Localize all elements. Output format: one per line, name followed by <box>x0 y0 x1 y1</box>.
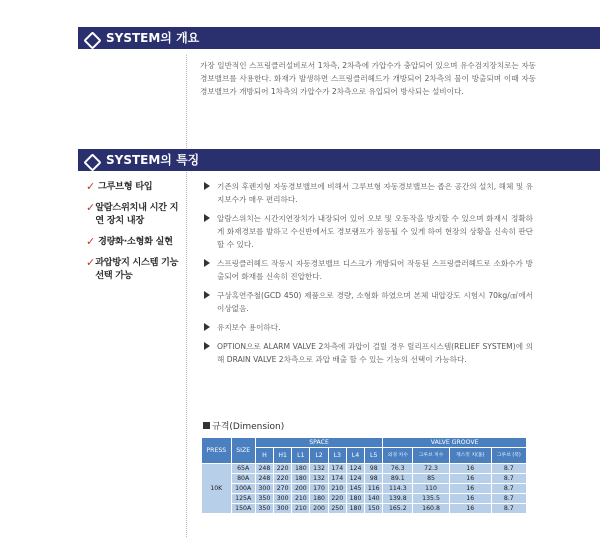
description-text: OPTION으로 ALARM VALVE 2차측에 과압이 걸릴 경우 릴리프시스템(RELIEF SYSTEM)에 의해 DRAIN VALVE 2차측으로 과압 배출 할 수 있는 기능의 선택이 가능하다. <box>217 342 533 364</box>
col-l3: L3 <box>328 448 346 464</box>
triangle-bullet-icon <box>204 323 210 331</box>
table-cell: 170 <box>310 484 328 494</box>
triangle-bullet-icon <box>204 214 210 222</box>
table-cell: 248 <box>255 464 273 474</box>
col-gasket: 게스킷 치(홈) <box>449 448 491 464</box>
square-bullet-icon <box>203 422 210 429</box>
dimension-table <box>201 437 527 514</box>
feature-item <box>86 201 184 227</box>
overview-title: SYSTEM의 개요 <box>106 31 200 45</box>
table-cell: 72.3 <box>413 464 450 474</box>
table-cell: 174 <box>328 464 346 474</box>
triangle-bullet-icon <box>204 259 210 267</box>
table-cell: 8.7 <box>491 484 526 494</box>
table-cell: 139.8 <box>383 494 413 504</box>
col-h: H <box>255 448 273 464</box>
table-cell: 250 <box>328 504 346 514</box>
table-cell: 16 <box>449 464 491 474</box>
table-cell: 160.8 <box>413 504 450 514</box>
spec-title-text: 규격(Dimension) <box>212 422 285 432</box>
description-item <box>203 257 533 283</box>
feature-item <box>86 235 184 248</box>
table-cell: 16 <box>449 504 491 514</box>
description-item <box>203 212 533 251</box>
feature-label: 경량화·소형화 실현 <box>98 236 173 247</box>
table-cell: 140 <box>365 494 383 504</box>
table-cell: 80A <box>231 474 255 484</box>
table-cell: 165.2 <box>383 504 413 514</box>
table-cell: 248 <box>255 474 273 484</box>
table-cell: 89.1 <box>383 474 413 484</box>
col-group-groove: VALVE GROOVE <box>383 438 527 448</box>
feature-item <box>86 256 184 282</box>
table-cell: 76.3 <box>383 464 413 474</box>
press-cell: 10K <box>202 464 232 514</box>
triangle-bullet-icon <box>204 291 210 299</box>
table-cell: 200 <box>292 484 310 494</box>
description-item <box>203 340 533 366</box>
table-row <box>202 484 527 494</box>
description-text: 기존의 후렌지형 자동경보밸브에 비해서 그루브형 자동경보밸브는 좁은 공간의 설치, 해체 및 유지보수가 매우 편리하다. <box>217 182 533 204</box>
col-press: PRESS <box>202 438 232 464</box>
feature-list <box>86 180 184 290</box>
table-cell: 180 <box>292 464 310 474</box>
table-cell: 110 <box>413 484 450 494</box>
col-outer-diameter: 외경 치수 <box>383 448 413 464</box>
col-l4: L4 <box>346 448 364 464</box>
triangle-bullet-icon <box>204 342 210 350</box>
table-cell: 132 <box>310 474 328 484</box>
table-row <box>202 494 527 504</box>
triangle-bullet-icon <box>204 182 210 190</box>
col-groove-width: 그루브 (폭) <box>491 448 526 464</box>
table-cell: 8.7 <box>491 474 526 484</box>
feature-label: 그루브형 타입 <box>98 181 153 192</box>
table-cell: 220 <box>274 474 292 484</box>
table-cell: 300 <box>274 504 292 514</box>
col-group-space: SPACE <box>255 438 383 448</box>
table-cell: 180 <box>346 494 364 504</box>
table-cell: 180 <box>310 494 328 504</box>
table-cell: 124 <box>346 464 364 474</box>
table-cell: 135.5 <box>413 494 450 504</box>
table-cell: 8.7 <box>491 464 526 474</box>
table-cell: 210 <box>292 494 310 504</box>
table-row <box>202 474 527 484</box>
table-cell: 116 <box>365 484 383 494</box>
check-icon: ✓ <box>86 180 96 193</box>
table-cell: 300 <box>255 484 273 494</box>
table-cell: 16 <box>449 484 491 494</box>
table-cell: 98 <box>365 474 383 484</box>
table-cell: 210 <box>328 484 346 494</box>
table-cell: 16 <box>449 494 491 504</box>
overview-section-header <box>78 27 600 49</box>
col-h1: H1 <box>274 448 292 464</box>
description-text: 스프링클러헤드 작동시 자동경보밸브 디스크가 개방되어 작동된 스프링클러헤드로 소화수가 방출되어 화재를 신속히 진압한다. <box>217 259 533 281</box>
check-icon: ✓ <box>86 256 96 269</box>
divider-line <box>186 172 187 537</box>
features-title: SYSTEM의 특징 <box>106 153 200 167</box>
overview-text: 가장 일반적인 스프링클러설비로서 1차측, 2차측에 가압수가 충압되어 있으며 유수검지장치로는 자동경보밸브를 사용한다. 화재가 발생하면 스프링클러헤드가 개방되어 2차측의 물이 방출되며 이때 자동경보밸브가 개방되어 1차측의 가압수가 2차측으로 유입되어 방사되는 설비이다. <box>200 61 536 96</box>
description-list <box>203 180 533 372</box>
table-cell: 300 <box>274 494 292 504</box>
spec-title <box>203 419 284 432</box>
table-cell: 350 <box>255 494 273 504</box>
table-cell: 210 <box>292 504 310 514</box>
table-cell: 8.7 <box>491 494 526 504</box>
table-cell: 100A <box>231 484 255 494</box>
table-cell: 220 <box>328 494 346 504</box>
table-row <box>202 464 527 474</box>
table-cell: 270 <box>274 484 292 494</box>
table-row <box>202 504 527 514</box>
description-text: 구상흑연주철(GCD 450) 제품으로 경량, 소형화 하였으며 본체 내압강도 시험시 70kg/㎠에서 이상없음. <box>217 291 533 313</box>
check-icon: ✓ <box>86 235 96 248</box>
col-groove-diameter: 그루브 치수 <box>413 448 450 464</box>
col-l1: L1 <box>292 448 310 464</box>
table-cell: 132 <box>310 464 328 474</box>
table-cell: 180 <box>292 474 310 484</box>
table-cell: 85 <box>413 474 450 484</box>
table-cell: 220 <box>274 464 292 474</box>
check-icon: ✓ <box>86 201 96 214</box>
feature-label: 과압방지 시스템 기능 선택 가능 <box>95 257 179 281</box>
table-cell: 8.7 <box>491 504 526 514</box>
divider-line <box>186 55 187 150</box>
table-cell: 350 <box>255 504 273 514</box>
table-cell: 16 <box>449 474 491 484</box>
description-text: 유지보수 용이하다. <box>217 323 281 332</box>
description-item <box>203 180 533 206</box>
table-cell: 114.3 <box>383 484 413 494</box>
col-l2: L2 <box>310 448 328 464</box>
table-cell: 200 <box>310 504 328 514</box>
table-cell: 174 <box>328 474 346 484</box>
table-cell: 65A <box>231 464 255 474</box>
col-size: SIZE <box>231 438 255 464</box>
table-cell: 124 <box>346 474 364 484</box>
description-item <box>203 289 533 315</box>
feature-label: 알람스위치내 시간 지연 장치 내장 <box>95 202 179 226</box>
feature-item <box>86 180 184 193</box>
col-l5: L5 <box>365 448 383 464</box>
description-text: 알람스위치는 시간지연장치가 내장되어 있어 오보 및 오동작을 방지할 수 있으며 화재시 정확하게 화재경보를 발하고 수신반에서도 경보램프가 점등될 수 있게 하여 현장의 상황을 신속히 판단할 수 있다. <box>217 214 533 249</box>
table-cell: 180 <box>346 504 364 514</box>
table-cell: 125A <box>231 494 255 504</box>
table-cell: 98 <box>365 464 383 474</box>
table-cell: 150 <box>365 504 383 514</box>
table-cell: 145 <box>346 484 364 494</box>
description-item <box>203 321 533 334</box>
table-cell: 150A <box>231 504 255 514</box>
features-section-header <box>78 149 600 171</box>
